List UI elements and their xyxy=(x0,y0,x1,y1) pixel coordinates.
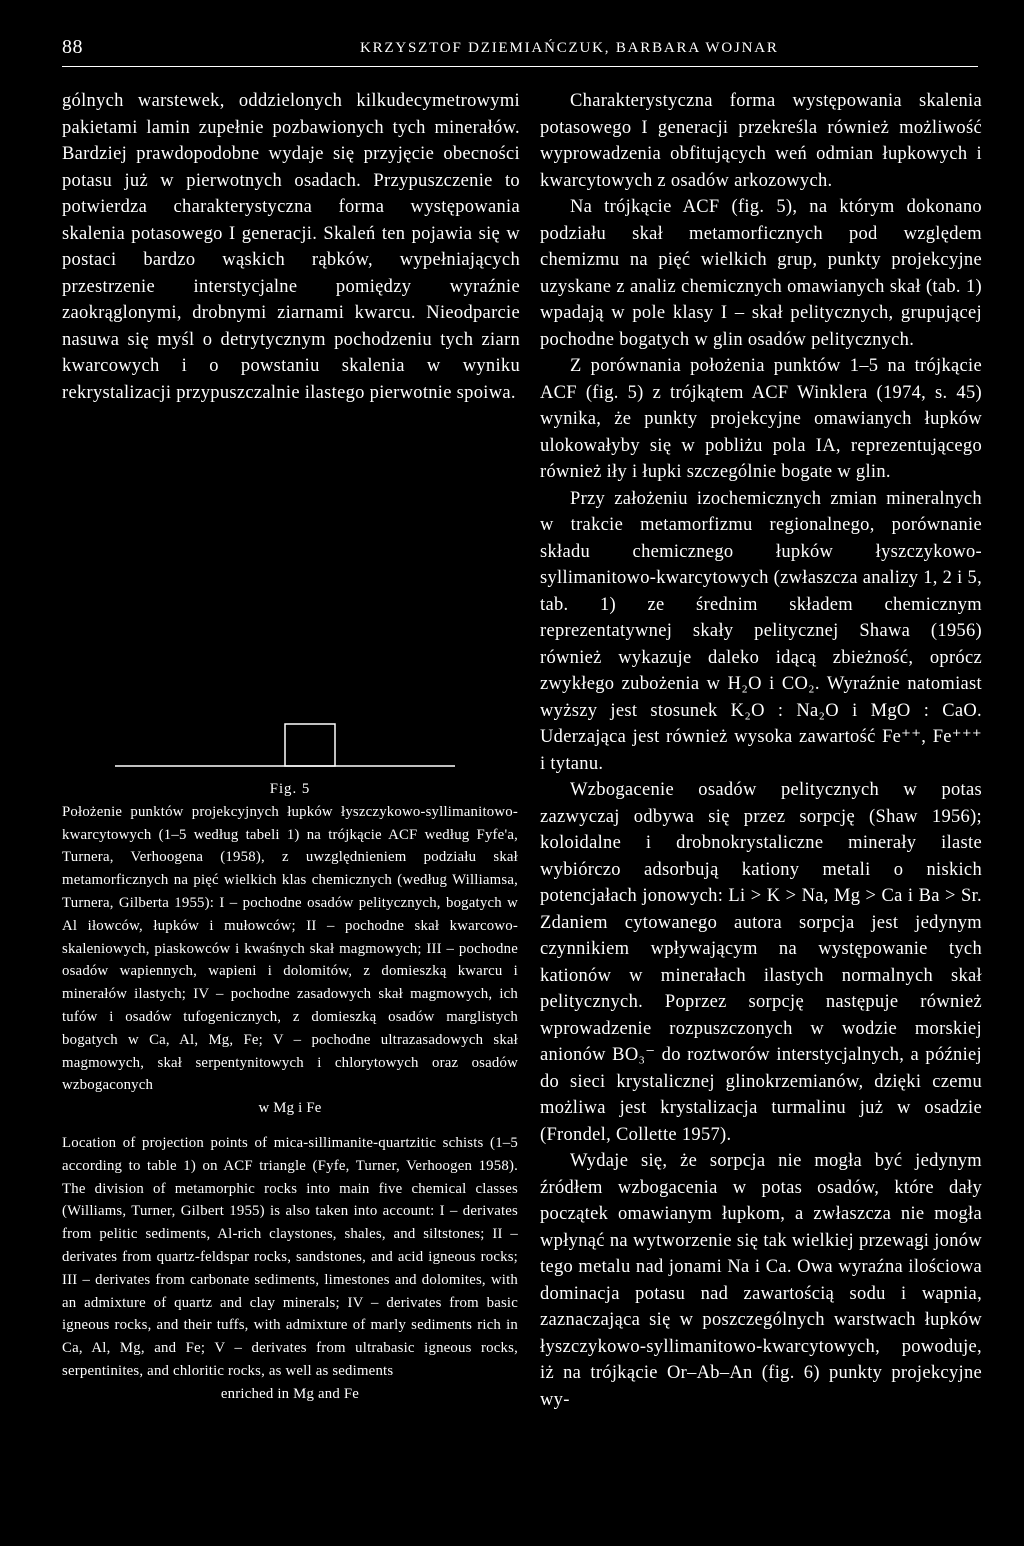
figure-caption-polish-end: w Mg i Fe xyxy=(258,1100,322,1117)
figure-caption xyxy=(62,778,518,1406)
right-paragraph-6: Wydaje się, że sorpcja nie mogła być jedynym źródłem wzbogacenia w potas osadów, które dały początek omawianym łupkom, a zwłaszcza nie mogła wpłynąć na wytworzenie się tak wielkiej przewagi jonów tego metalu nad jonami Na i Ca. Owa wyraźna ilościowa dominacja potasu nad zawartością sodu i wapnia, zaznaczająca się w poszczególnych warstwach łupków łyszczykowo-syllimanitowo-kwarcytowych, powoduje, iż na trójkącie Or–Ab–An (fig. 6) punkty projekcyjne wy- xyxy=(540,1151,982,1410)
figure-caption-english-end: enriched in Mg and Fe xyxy=(220,1385,360,1402)
right-paragraph-1: Charakterystyczna forma występowania skalenia potasowego I generacji przekreśla również możliwość wyprowadzenia obfitujących weń odmian łupkowych i kwarcytowych z osadów arkozowych. xyxy=(540,91,982,191)
left-paragraph: gólnych warstewek, oddzielonych kilkudecymetrowymi pakietami lamin zupełnie pozbawionych tych minerałów. Bardziej prawdopodobne wydaje się przyjęcie obecności potasu już w pierwotnych osadach. Przypuszczenie to potwierdza charakterystyczna forma występowania skalenia potasowego I generacji. Skaleń ten pojawia się w postaci bardzo wąskich rąbków, wypełniających przestrzenie interstycjalne pomiędzy wyraźnie zaokrąglonymi, drobnymi ziarnami kwarcu. Nieodparcie nasuwa się myśl o detrytycznym pochodzeniu tych ziarn kwarcowych i o powstaniu skalenia w wyniku rekrystalizacji przypuszczalnie ilastego pierwotnie spoiwa. xyxy=(62,91,520,403)
figure-caption-english: Location of projection points of mica-sillimanite-quartzitic schists (1–5 according to table 1) on ACF triangle (Fyfe, Turner, Verhoogen 1958). The division of metamorphic rocks into main five chemical classes (Williams, Turner, Gilbert 1955) is also taken into account: I – derivates from pelitic sediments, Al-rich claystones, shales, and siltstones; II – derivates from quartz-feldspar rocks, sandstones, and acid igneous rocks; III – derivates from carbonate sediments, limestones and dolomites, with an admixture of quartz and clay minerals; IV – derivates from basic igneous rocks, and their tuffs, with admixture of marly sediments rich in Ca, Al, Mg, and Fe; V – derivates from ultrabasic igneous rocks, serpentinites, and chloritic rocks, as well as sediments xyxy=(62,1134,518,1379)
left-column xyxy=(62,88,520,406)
right-paragraph-3: Z porównania położenia punktów 1–5 na trójkącie ACF (fig. 5) z trójkątem ACF Winklera (1974, s. 45) wynika, że punkty projekcyjne omawianych łupków ulokowałyby się w pobliżu pola IA, reprezentującego również iły i łupki szczególnie bogate w glin. xyxy=(540,356,982,482)
header-rule xyxy=(62,66,978,67)
figure-label: Fig. 5 xyxy=(269,781,311,797)
figure-fragment xyxy=(115,718,455,768)
figure-fragment-graphic xyxy=(115,718,455,768)
right-paragraph-4: Przy założeniu izochemicznych zmian mineralnych w trakcie metamorfizmu regionalnego, porównanie składu chemicznego łupków łyszczykowo-syllimanitowo-kwarcytowych (zwłaszcza analizy 1, 2 i 5, tab. 1) ze średnim składem chemicznym reprezentatywnej skały pelitycznej Shawa (1956) również wykazuje daleko idącą zbieżność, oprócz zwykłego zubożenia w H₂O i CO₂. Wyraźnie natomiast wyższy jest stosunek K₂O : Na₂O i MgO : CaO. Uderzająca jest również wysoka zawartość Fe⁺⁺, Fe⁺⁺⁺ i tytanu. xyxy=(540,488,982,774)
right-paragraph-2: Na trójkącie ACF (fig. 5), na którym dokonano podziału skał metamorficznych pod względem chemizmu na pięć wielkich grup, punkty projekcyjne uzyskane z analiz chemicznych omawianych skał (tab. 1) wpadają w pole klasy I – skał pelitycznych, grupującej pochodne bogatych w glin osadów pelitycznych. xyxy=(540,197,982,350)
right-paragraph-5: Wzbogacenie osadów pelitycznych w potas zazwyczaj odbywa się przez sorpcję (Shaw 1956); koloidalne i drobnokrystaliczne minerały ilaste wybiórczo adsorbują kationy metali o niskich potencjałach jonowych: Li > K > Na, Mg > Ca i Ba > Sr. Zdaniem cytowanego autora sorpcja jest jedynym czynnikiem wpływającym na występowanie tych kationów w minerałach ilastych normalnych skał pelitycznych. Poprzez sorpcję następuje również wprowadzenie rozpuszczonych w wodzie morskiej anionów BO₃⁻ do roztworów interstycjalnych, a później do sieci krystalicznej glinokrzemianów, dzięki czemu możliwa jest krystalizacja turmalinu już w osadzie (Frondel, Collette 1957). xyxy=(540,780,982,1145)
running-header-authors: KRZYSZTOF DZIEMIAŃCZUK, BARBARA WOJNAR xyxy=(360,40,779,56)
page-number: 88 xyxy=(62,36,83,58)
figure-caption-polish: Położenie punktów projekcyjnych łupków łyszczykowo-syllimanitowo-kwarcytowych (1–5 według tabeli 1) na trójkącie ACF według Fyfe'a, Turnera, Verhoogena (1958), z uwzględnieniem podziału skał metamorficznych na pięć wielkich klas chemicznych (według Williamsa, Turnera, Gilberta 1955): I – pochodne osadów pelitycznych, bogatych w Al iłowców, łupków i mułowców; II – pochodne skał kwarcowo-skaleniowych, piaskowców i kwaśnych skał magmowych; III – pochodne osadów wapiennych, wapieni i dolomitów, z domieszką kwarcu i minerałów ilastych; IV – pochodne zasadowych skał magmowych, ich tufów i osadów tufogenicznych, z domieszką osadów marglistych bogatych w Ca, Al, Mg, Fe; V – pochodne ultrazasadowych skał magmowych, skał serpentynitowych i chlorytowych oraz osadów wzbogaconych xyxy=(62,803,518,1094)
right-column xyxy=(540,88,982,1413)
